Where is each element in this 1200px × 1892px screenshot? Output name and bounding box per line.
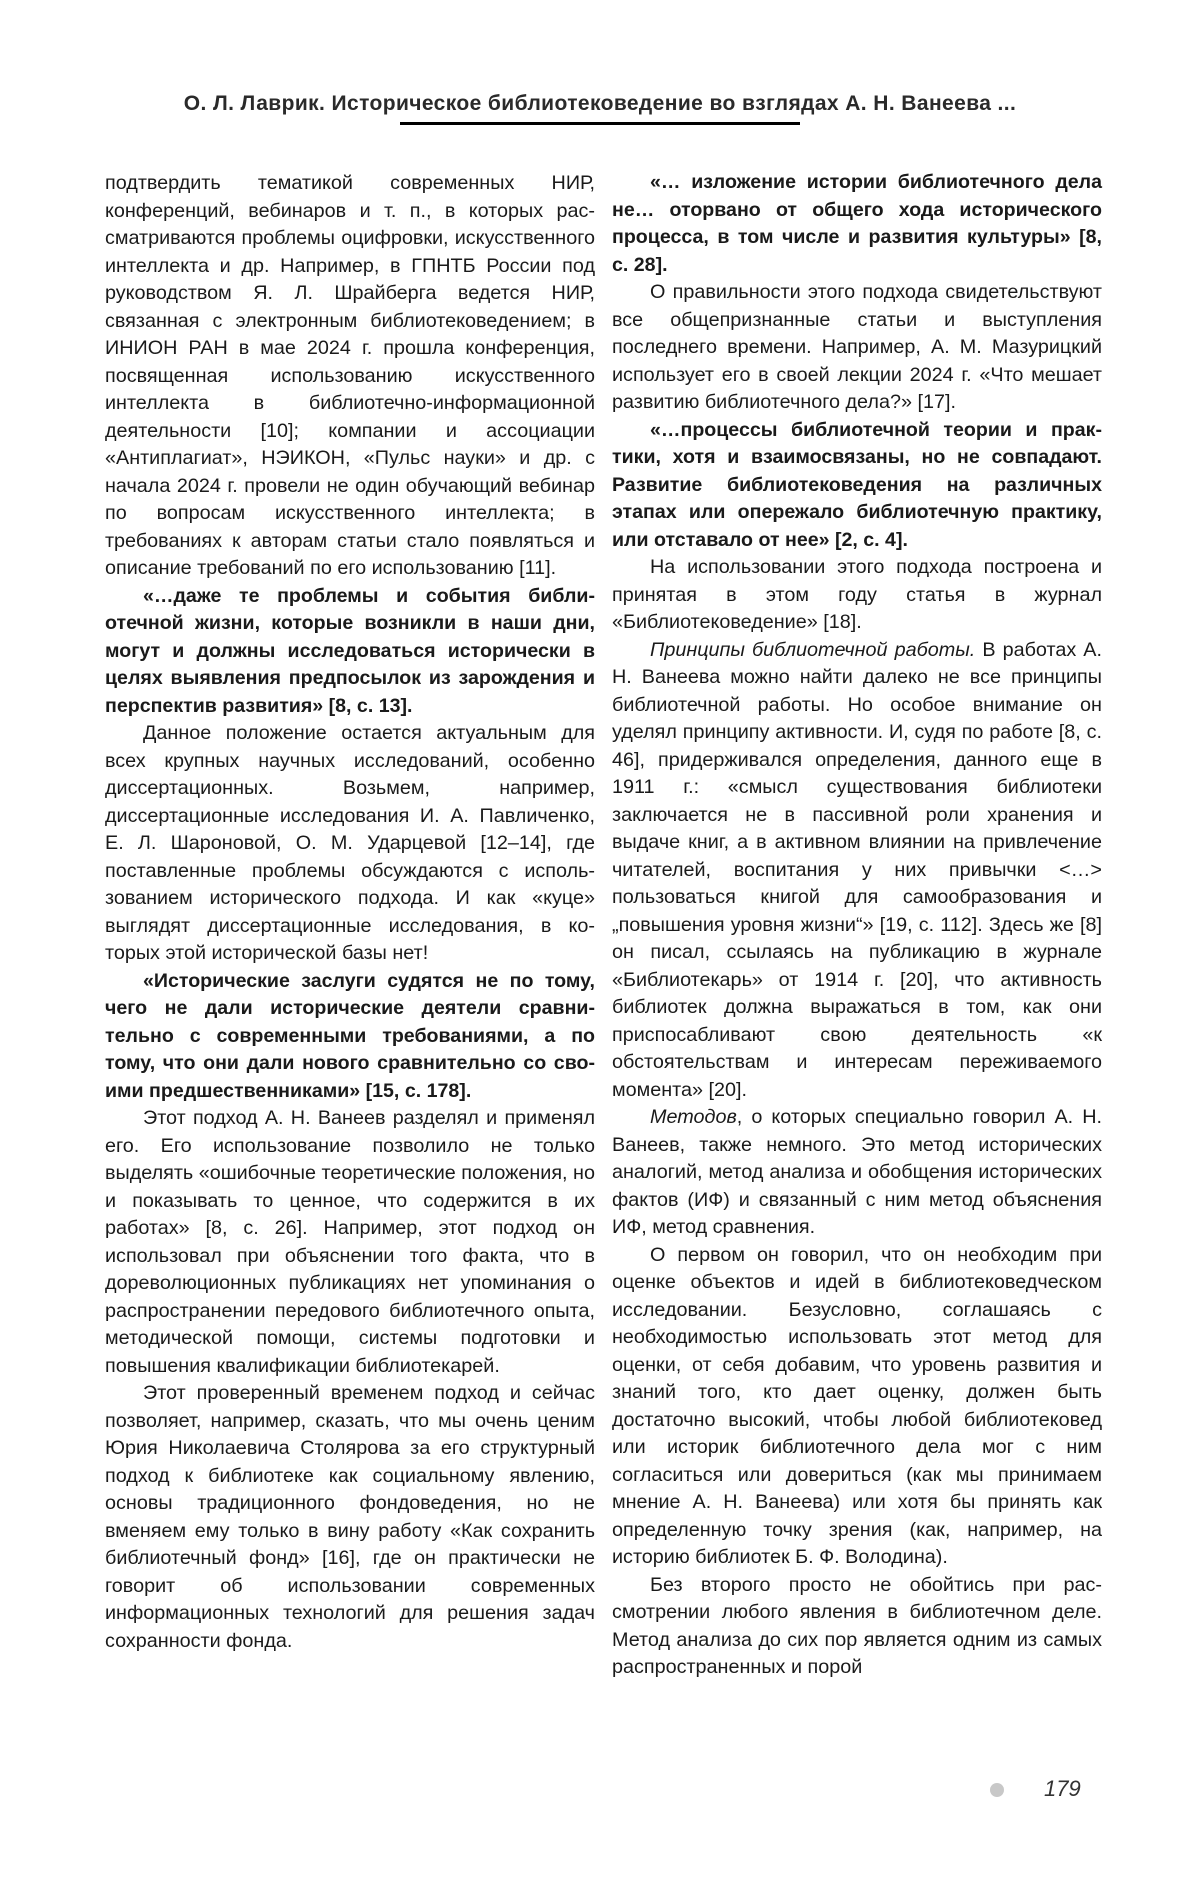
- paragraph: [612, 637, 1102, 1105]
- paragraph: Этот проверенный временем подход и сейчас позволяет, например, сказать, что мы очень ценим Юрия Николаевича Столярова за его структурный подход к библиотеке как социальному явлению, основы традиционного фондоведения, но не вменяем ему только в вину работу «Как сохранить библиотечный фонд» [16], где он практически не говорит об использовании современных информационных технологий для решения задач сохранности фонда.: [105, 1382, 595, 1652]
- block-quote: «… изложение истории библиотечного дела не… оторвано от общего хода исторического процесса, в том числе и развития культуры» [8, с. 28].: [612, 171, 1102, 276]
- header-rule: [400, 122, 800, 125]
- left-column: [105, 170, 595, 1655]
- paragraph: О правильности этого подхода свидетельствуют все общепризнанные статьи и выступления последнего времени. Например, А. М. Мазурицкий использует его в своей лекции 2024 г. «Что мешает развитию библиотечного дела?» [17].: [612, 281, 1102, 413]
- section-lead: Принципы библиотечной работы.: [650, 638, 976, 661]
- paragraph: О первом он говорил, что он необходим при оценке объектов и идей в библиотековедческом исследовании. Безусловно, соглашаясь с необходимостью использовать этот метод для оценки, от себя добавим, что уровень развития и знаний того, кто дает оценку, должен быть достаточно высокий, чтобы любой библиотековед или историк библиотечного дела мог с ним согласиться или довериться (как мы принимаем мнение А. Н. Ванеева) или хотя бы принять как определенную точку зрения (как, например, на историю библиотек Б. Ф. Володина).: [612, 1243, 1102, 1568]
- right-column: [612, 169, 1102, 1682]
- block-quote: «Исторические заслуги судятся не по тому, чего не дали исторические деятели сравнительно с современными требованиями, а по тому, что они дали нового сравнительно со своими предшественниками» [15, с. 178].: [105, 969, 595, 1102]
- block-quote: «…процессы библиотечной теории и практики, хотя и взаимосвязаны, но не совпадают. Развитие библиотековедения на различных этапах или опережало библиотечную практику, или отставало от нее» [2, с. 4].: [612, 418, 1102, 551]
- running-header: О. Л. Лаврик. Историческое библиотековедение во взглядах А. Н. Ванеева ...: [183, 92, 1017, 115]
- paragraph: [612, 1104, 1102, 1242]
- footer-dot-icon: [990, 1783, 1004, 1797]
- paragraph: Данное положение остается актуальным для всех крупных научных исследований, особенно диссертационных. Возьмем, например, диссертационные исследования И. А. Павличенко, Е. Л. Шароновой, О. М. Ударцевой [12–14], где поставленные проблемы обсуждаются с использованием исторического подхода. И как «куце» выглядят диссертационные исследования, в которых этой исторической базы нет!: [105, 722, 595, 964]
- paragraph: Этот подход А. Н. Ванеев разделял и применял его. Его использование позволило не только выделять «ошибочные теоретические положения, но и показывать то ценное, что содержится в их работах» [8, с. 26]. Например, этот подход он использовал при объяснении того факта, что в дореволюционных публикациях нет упоминания о распространении передового библиотечного опыта, методической помощи, системы подготовки и повышения квалификации библиотекарей.: [105, 1107, 595, 1377]
- block-quote: «…даже те проблемы и события библиотечной жизни, которые возникли в наши дни, могут и должны исследоваться исторически в целях выявления предпосылок из зарождения и перспектив развития» [8, с. 13].: [105, 584, 595, 717]
- paragraph: подтвердить тематикой современных НИР, конференций, вебинаров и т. п., в которых рассматриваются проблемы оцифровки, искусственного интеллекта и др. Например, в ГПНТБ России под руководством Я. Л. Шрайберга ведется НИР, связанная с электронным библиотековедением; в ИНИОН РАН в мае 2024 г. прошла конференция, посвященная использованию искусственного интеллекта в библиотечно-информационной деятельности [10]; компании и ассоциации «Антиплагиат», НЭИКОН, «Пульс науки» и др. с начала 2024 г. провели не один обучающий вебинар по вопросам искусственного интеллекта; в требованиях к авторам статьи стало появляться и описание требований по его использованию [11].: [105, 172, 595, 579]
- section-lead: Методов: [650, 1106, 737, 1128]
- paragraph: Без второго просто не обойтись при рассмотрении любого явления в библиотечном деле. Метод анализа до сих пор является одним из самых распространенных и порой: [612, 1573, 1102, 1678]
- paragraph: На использовании этого подхода построена и принятая в этом году статья в журнал «Библиотековедение» [18].: [612, 556, 1102, 633]
- paragraph-text: , о которых специально говорил А. Н. Ванеев, также немного. Это метод исторических аналогий, метод анализа и обобщения исторических фактов (ИФ) и связанный с ним метод объяснения ИФ, метод сравнения.: [612, 1106, 1102, 1238]
- page-number: 179: [1044, 1776, 1081, 1801]
- paragraph-text: В работах А. Н. Ванеева можно найти далеко не все принципы библиотечной работы. Но особое внимание он уделял принципу активности. И, судя по работе [8, с. 46], придерживался определения, данного еще в 1911 г.: «смысл существования библиотеки заключается не в пассивной роли хранения и выдаче книг, а в активном влиянии на привлечение читателей, воспитания у них привычки <…> пользоваться книгой для самообразования и „повышения уровня жизни“» [19, с. 112]. Здесь же [8] он писал, ссылаясь на публикацию в журнале «Библиотекарь» от 1914 г. [20], что активность библиотек должна выражаться в том, как они приспосабливают свою деятельность «к обстоятельствам и интересам переживаемого момента» [20].: [612, 638, 1102, 1101]
